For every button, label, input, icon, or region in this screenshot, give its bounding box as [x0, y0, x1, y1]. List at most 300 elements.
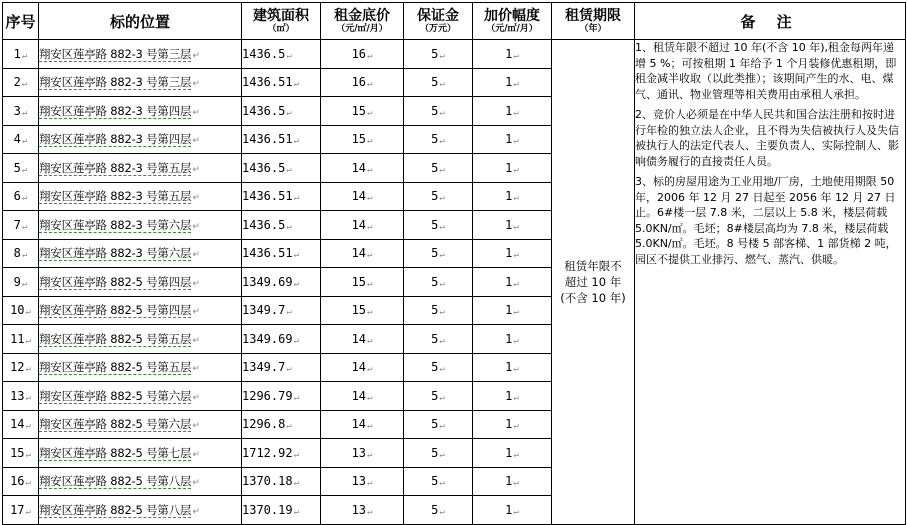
paragraph-mark-icon: ↵ [21, 250, 28, 261]
cell-increment [473, 410, 552, 439]
cell-location-text: 翔安区莲亭路 882-3 号第五层 [39, 189, 192, 204]
cell-rent-text: 14 [351, 331, 367, 346]
cell-area-text: 1712.92 [242, 445, 293, 460]
header-location: 标的位置 [39, 3, 242, 40]
cell-seq-text: 3 [13, 103, 21, 118]
cell-seq [3, 382, 39, 411]
paragraph-mark-icon: ↵ [439, 478, 445, 489]
cell-area-text: 1349.7 [242, 303, 286, 318]
paragraph-mark-icon: ↵ [367, 221, 373, 232]
period-line: 租赁年限不 [564, 258, 622, 273]
cell-area [242, 68, 321, 97]
cell-rent [321, 239, 404, 268]
cell-increment [473, 439, 552, 468]
paragraph-mark-icon: ↵ [513, 392, 519, 403]
cell-rent-text: 13 [351, 502, 367, 517]
cell-increment-text: 1 [505, 502, 513, 517]
remark-paragraph: 3、标的房屋用途为工业用地/厂房，土地使用期限 50 年，2006 年 12 月 27 日起至 2056 年 12 月 27 日止。6#楼一层 7.8 米，二层以上 5.8 米，楼层荷载 5.0KN/㎡。毛坯；8#楼层高均为 7.8 米，楼层荷载 5.0KN/㎡。毛坯。8 号楼 5 部客梯、1 部货梯 2 吨，园区不提供工业排污、燃气、蒸汽、供暖。 [635, 175, 897, 266]
header-period: 租赁期限 （年） [552, 3, 635, 40]
paragraph-mark-icon: ↵ [192, 278, 200, 289]
cell-increment [473, 296, 552, 325]
cell-increment-text: 1 [505, 417, 513, 432]
cell-deposit [404, 211, 473, 240]
cell-rent-text: 14 [351, 189, 367, 204]
cell-rent-text: 16 [351, 75, 367, 90]
cell-location-text: 翔安区莲亭路 882-5 号第八层 [39, 474, 192, 489]
cell-location-text: 翔安区莲亭路 882-3 号第三层 [39, 75, 192, 90]
cell-deposit [404, 268, 473, 297]
cell-seq [3, 496, 39, 525]
cell-location-text: 翔安区莲亭路 882-5 号第四层 [39, 274, 192, 289]
cell-area [242, 40, 321, 69]
cell-area-text: 1436.5 [242, 46, 286, 61]
cell-rent [321, 439, 404, 468]
cell-deposit [404, 296, 473, 325]
cell-rent-text: 15 [351, 103, 367, 118]
cell-rent [321, 496, 404, 525]
paragraph-mark-icon: ↵ [192, 136, 200, 147]
cell-location-text: 翔安区莲亭路 882-3 号第六层 [39, 217, 192, 232]
cell-seq [3, 325, 39, 354]
paragraph-mark-icon: ↵ [439, 278, 445, 289]
cell-seq-text: 6 [13, 189, 21, 204]
paragraph-mark-icon: ↵ [286, 107, 292, 118]
cell-increment [473, 353, 552, 382]
paragraph-mark-icon: ↵ [21, 164, 28, 175]
paragraph-mark-icon: ↵ [367, 193, 373, 204]
cell-increment [473, 467, 552, 496]
cell-location [39, 182, 242, 211]
cell-seq-text: 10 [10, 303, 25, 318]
cell-increment [473, 68, 552, 97]
paragraph-mark-icon: ↵ [192, 392, 200, 403]
cell-location [39, 154, 242, 183]
cell-rent [321, 410, 404, 439]
paragraph-mark-icon: ↵ [367, 506, 373, 517]
paragraph-mark-icon: ↵ [25, 478, 31, 489]
cell-area-text: 1436.5 [242, 160, 286, 175]
cell-increment-text: 1 [505, 274, 513, 289]
paragraph-mark-icon: ↵ [192, 164, 200, 175]
lease-table [2, 2, 906, 525]
table-row [3, 40, 906, 69]
cell-seq [3, 268, 39, 297]
cell-increment [473, 382, 552, 411]
cell-rent-text: 14 [351, 160, 367, 175]
cell-location-text: 翔安区莲亭路 882-5 号第五层 [39, 331, 192, 346]
header-deposit: 保证金 （万元） [404, 3, 473, 40]
paragraph-mark-icon: ↵ [513, 164, 519, 175]
cell-rent [321, 182, 404, 211]
cell-rent-text: 15 [351, 274, 367, 289]
paragraph-mark-icon: ↵ [25, 364, 31, 375]
remark-paragraph: 2、竞价人必须是在中华人民共和国合法注册和按时进行年检的独立法人企业，且不得为失信被执行人及失信被执行人的法定代表人、主要负责人、实际控制人、影响债务履行的直接责任人员。 [635, 108, 899, 168]
cell-location [39, 467, 242, 496]
paragraph-mark-icon: ↵ [513, 421, 519, 432]
paragraph-mark-icon: ↵ [513, 221, 519, 232]
paragraph-mark-icon: ↵ [367, 136, 373, 147]
cell-rent [321, 97, 404, 126]
paragraph-mark-icon: ↵ [439, 449, 445, 460]
cell-seq-text: 9 [13, 274, 21, 289]
cell-location [39, 410, 242, 439]
cell-area-text: 1370.19 [242, 502, 293, 517]
paragraph-mark-icon: ↵ [25, 506, 31, 517]
cell-rent-text: 14 [351, 388, 367, 403]
cell-rent-text: 14 [351, 217, 367, 232]
cell-increment [473, 125, 552, 154]
cell-area-text: 1349.7 [242, 360, 286, 375]
cell-rent-text: 15 [351, 132, 367, 147]
paragraph-mark-icon: ↵ [513, 193, 519, 204]
paragraph-mark-icon: ↵ [192, 79, 200, 90]
cell-location [39, 268, 242, 297]
cell-deposit [404, 325, 473, 354]
cell-location [39, 125, 242, 154]
paragraph-mark-icon: ↵ [367, 307, 373, 318]
cell-deposit-text: 5 [431, 274, 439, 289]
cell-deposit-text: 5 [431, 388, 439, 403]
cell-area-text: 1349.69 [242, 331, 293, 346]
cell-rent [321, 296, 404, 325]
paragraph-mark-icon: ↵ [192, 193, 200, 204]
paragraph-mark-icon: ↵ [192, 250, 200, 261]
cell-seq-text: 12 [10, 360, 25, 375]
paragraph-mark-icon: ↵ [367, 478, 373, 489]
cell-increment-text: 1 [505, 189, 513, 204]
paragraph-mark-icon: ↵ [293, 278, 299, 289]
cell-area [242, 467, 321, 496]
cell-location-text: 翔安区莲亭路 882-3 号第六层 [39, 246, 192, 261]
cell-deposit [404, 467, 473, 496]
paragraph-mark-icon: ↵ [439, 136, 445, 147]
paragraph-mark-icon: ↵ [439, 421, 445, 432]
header-seq: 序号 [3, 3, 39, 40]
paragraph-mark-icon: ↵ [513, 107, 519, 118]
cell-area [242, 496, 321, 525]
cell-increment [473, 325, 552, 354]
paragraph-mark-icon: ↵ [286, 221, 292, 232]
paragraph-mark-icon: ↵ [21, 50, 28, 61]
paragraph-mark-icon: ↵ [293, 506, 299, 517]
header-rent: 租金底价 （元/㎡/月） [321, 3, 404, 40]
cell-deposit [404, 97, 473, 126]
cell-increment [473, 182, 552, 211]
cell-deposit-text: 5 [431, 303, 439, 318]
cell-location-text: 翔安区莲亭路 882-5 号第八层 [39, 502, 192, 517]
paragraph-mark-icon: ↵ [25, 335, 31, 346]
cell-increment-text: 1 [505, 360, 513, 375]
paragraph-mark-icon: ↵ [286, 50, 292, 61]
cell-increment [473, 211, 552, 240]
paragraph-mark-icon: ↵ [439, 250, 445, 261]
paragraph-mark-icon: ↵ [286, 364, 292, 375]
cell-area-text: 1436.5 [242, 217, 286, 232]
cell-seq [3, 125, 39, 154]
paragraph-mark-icon: ↵ [513, 506, 519, 517]
cell-deposit-text: 5 [431, 445, 439, 460]
cell-seq-text: 17 [10, 502, 25, 517]
paragraph-mark-icon: ↵ [21, 221, 28, 232]
paragraph-mark-icon: ↵ [286, 164, 292, 175]
paragraph-mark-icon: ↵ [192, 335, 200, 346]
cell-deposit [404, 154, 473, 183]
cell-seq-text: 7 [13, 217, 21, 232]
paragraph-mark-icon: ↵ [367, 449, 373, 460]
paragraph-mark-icon: ↵ [513, 136, 519, 147]
cell-deposit [404, 40, 473, 69]
cell-seq-text: 11 [10, 331, 25, 346]
paragraph-mark-icon: ↵ [25, 392, 31, 403]
cell-increment-text: 1 [505, 160, 513, 175]
cell-period [552, 40, 635, 525]
cell-increment-text: 1 [505, 445, 513, 460]
cell-area [242, 353, 321, 382]
cell-seq-text: 15 [10, 445, 25, 460]
cell-seq-text: 14 [10, 417, 25, 432]
cell-seq-text: 1 [13, 46, 21, 61]
header-remarks: 备 注 [635, 3, 906, 40]
cell-area [242, 439, 321, 468]
paragraph-mark-icon: ↵ [439, 364, 445, 375]
paragraph-mark-icon: ↵ [286, 307, 292, 318]
paragraph-mark-icon: ↵ [513, 79, 519, 90]
table-body [3, 40, 906, 525]
cell-increment-text: 1 [505, 46, 513, 61]
cell-location [39, 211, 242, 240]
paragraph-mark-icon: ↵ [367, 164, 373, 175]
cell-seq [3, 211, 39, 240]
paragraph-mark-icon: ↵ [439, 307, 445, 318]
paragraph-mark-icon: ↵ [367, 79, 373, 90]
paragraph-mark-icon: ↵ [192, 478, 200, 489]
cell-area [242, 268, 321, 297]
paragraph-mark-icon: ↵ [293, 193, 299, 204]
cell-deposit-text: 5 [431, 474, 439, 489]
cell-area [242, 125, 321, 154]
cell-location-text: 翔安区莲亭路 882-5 号第六层 [39, 388, 192, 403]
paragraph-mark-icon: ↵ [367, 278, 373, 289]
paragraph-mark-icon: ↵ [439, 164, 445, 175]
paragraph-mark-icon: ↵ [513, 278, 519, 289]
paragraph-mark-icon: ↵ [293, 250, 299, 261]
cell-increment-text: 1 [505, 246, 513, 261]
paragraph-mark-icon: ↵ [293, 392, 299, 403]
paragraph-mark-icon: ↵ [21, 193, 28, 204]
cell-deposit-text: 5 [431, 189, 439, 204]
paragraph-mark-icon: ↵ [513, 50, 519, 61]
cell-increment [473, 239, 552, 268]
cell-location-text: 翔安区莲亭路 882-3 号第四层 [39, 103, 192, 118]
cell-rent [321, 382, 404, 411]
cell-rent-text: 13 [351, 474, 367, 489]
cell-rent [321, 125, 404, 154]
cell-seq-text: 2 [13, 75, 21, 90]
paragraph-mark-icon: ↵ [192, 221, 200, 232]
paragraph-mark-icon: ↵ [293, 449, 299, 460]
cell-increment [473, 40, 552, 69]
cell-seq [3, 68, 39, 97]
cell-area [242, 325, 321, 354]
cell-location-text: 翔安区莲亭路 882-3 号第三层 [39, 46, 192, 61]
cell-deposit-text: 5 [431, 417, 439, 432]
cell-deposit-text: 5 [431, 331, 439, 346]
paragraph-mark-icon: ↵ [286, 421, 292, 432]
paragraph-mark-icon: ↵ [192, 421, 200, 432]
cell-seq-text: 16 [10, 474, 25, 489]
cell-increment-text: 1 [505, 331, 513, 346]
cell-area [242, 296, 321, 325]
cell-deposit-text: 5 [431, 246, 439, 261]
paragraph-mark-icon: ↵ [192, 449, 200, 460]
cell-increment-text: 1 [505, 388, 513, 403]
cell-seq [3, 40, 39, 69]
paragraph-mark-icon: ↵ [293, 478, 299, 489]
cell-rent [321, 211, 404, 240]
paragraph-mark-icon: ↵ [25, 449, 31, 460]
cell-deposit-text: 5 [431, 160, 439, 175]
cell-rent [321, 154, 404, 183]
cell-deposit [404, 439, 473, 468]
paragraph-mark-icon: ↵ [439, 506, 445, 517]
cell-seq [3, 410, 39, 439]
paragraph-mark-icon: ↵ [513, 307, 519, 318]
paragraph-mark-icon: ↵ [293, 79, 299, 90]
cell-rent [321, 68, 404, 97]
cell-location [39, 496, 242, 525]
cell-increment [473, 268, 552, 297]
cell-deposit [404, 239, 473, 268]
cell-location-text: 翔安区莲亭路 882-5 号第七层 [39, 445, 192, 460]
cell-area-text: 1296.79 [242, 388, 293, 403]
cell-deposit [404, 496, 473, 525]
paragraph-mark-icon: ↵ [192, 50, 200, 61]
cell-seq [3, 154, 39, 183]
cell-increment-text: 1 [505, 303, 513, 318]
cell-area-text: 1436.51 [242, 132, 293, 147]
cell-remarks [635, 40, 906, 525]
cell-area-text: 1436.51 [242, 246, 293, 261]
cell-rent-text: 14 [351, 246, 367, 261]
remark-paragraph: 1、租赁年限不超过 10 年(不含 10 年),租金每两年递增 5 %；可按租期 1 年给予 1 个月装修优惠租期，即租金减半收取（以此类推）；该期间产生的水、电、煤气、通讯、物业管理等相关费用由承租人承担。 [635, 41, 897, 101]
paragraph-mark-icon: ↵ [513, 364, 519, 375]
cell-location [39, 353, 242, 382]
cell-rent-text: 14 [351, 360, 367, 375]
cell-deposit-text: 5 [431, 103, 439, 118]
paragraph-mark-icon: ↵ [513, 250, 519, 261]
paragraph-mark-icon: ↵ [367, 392, 373, 403]
cell-seq [3, 97, 39, 126]
cell-location-text: 翔安区莲亭路 882-5 号第六层 [39, 417, 192, 432]
cell-deposit-text: 5 [431, 132, 439, 147]
cell-area [242, 97, 321, 126]
cell-seq [3, 467, 39, 496]
paragraph-mark-icon: ↵ [439, 193, 445, 204]
paragraph-mark-icon: ↵ [439, 79, 445, 90]
cell-seq-text: 13 [10, 388, 25, 403]
paragraph-mark-icon: ↵ [192, 307, 200, 318]
cell-rent-text: 13 [351, 445, 367, 460]
paragraph-mark-icon: ↵ [439, 392, 445, 403]
paragraph-mark-icon: ↵ [192, 364, 200, 375]
cell-seq [3, 296, 39, 325]
cell-rent-text: 14 [351, 417, 367, 432]
cell-increment [473, 154, 552, 183]
paragraph-mark-icon: ↵ [439, 50, 445, 61]
cell-area-text: 1436.51 [242, 75, 293, 90]
paragraph-mark-icon: ↵ [367, 50, 373, 61]
paragraph-mark-icon: ↵ [513, 478, 519, 489]
header-increment: 加价幅度 （元/㎡/月） [473, 3, 552, 40]
paragraph-mark-icon: ↵ [439, 107, 445, 118]
cell-rent-text: 15 [351, 303, 367, 318]
cell-area [242, 382, 321, 411]
cell-location-text: 翔安区莲亭路 882-5 号第四层 [39, 303, 192, 318]
cell-area-text: 1296.8 [242, 417, 286, 432]
paragraph-mark-icon: ↵ [192, 506, 200, 517]
cell-location [39, 97, 242, 126]
paragraph-mark-icon: ↵ [21, 107, 28, 118]
cell-area [242, 410, 321, 439]
cell-deposit-text: 5 [431, 360, 439, 375]
cell-area-text: 1370.18 [242, 474, 293, 489]
cell-increment-text: 1 [505, 217, 513, 232]
cell-increment-text: 1 [505, 75, 513, 90]
cell-location-text: 翔安区莲亭路 882-3 号第四层 [39, 132, 192, 147]
paragraph-mark-icon: ↵ [25, 307, 31, 318]
header-area: 建筑面积 （㎡） [242, 3, 321, 40]
cell-location [39, 239, 242, 268]
cell-seq [3, 353, 39, 382]
cell-deposit [404, 125, 473, 154]
cell-seq-text: 8 [13, 246, 21, 261]
cell-deposit [404, 68, 473, 97]
cell-rent [321, 325, 404, 354]
cell-area-text: 1436.5 [242, 103, 286, 118]
cell-area [242, 154, 321, 183]
header-row [3, 3, 906, 40]
cell-seq-text: 4 [13, 132, 21, 147]
period-line: (不含 10 年) [560, 290, 626, 305]
cell-deposit-text: 5 [431, 46, 439, 61]
cell-location [39, 68, 242, 97]
paragraph-mark-icon: ↵ [21, 278, 28, 289]
cell-rent [321, 353, 404, 382]
cell-deposit [404, 353, 473, 382]
cell-deposit-text: 5 [431, 75, 439, 90]
cell-area [242, 211, 321, 240]
cell-deposit [404, 182, 473, 211]
cell-area [242, 239, 321, 268]
paragraph-mark-icon: ↵ [439, 335, 445, 346]
cell-increment-text: 1 [505, 132, 513, 147]
cell-rent [321, 467, 404, 496]
paragraph-mark-icon: ↵ [367, 335, 373, 346]
cell-rent [321, 268, 404, 297]
period-line: 超过 10 年 [564, 274, 622, 289]
cell-deposit-text: 5 [431, 502, 439, 517]
cell-location-text: 翔安区莲亭路 882-3 号第五层 [39, 160, 192, 175]
paragraph-mark-icon: ↵ [513, 335, 519, 346]
cell-location [39, 40, 242, 69]
paragraph-mark-icon: ↵ [367, 107, 373, 118]
cell-location [39, 382, 242, 411]
cell-deposit [404, 382, 473, 411]
cell-location-text: 翔安区莲亭路 882-5 号第五层 [39, 360, 192, 375]
paragraph-mark-icon: ↵ [513, 449, 519, 460]
cell-increment [473, 496, 552, 525]
paragraph-mark-icon: ↵ [25, 421, 31, 432]
